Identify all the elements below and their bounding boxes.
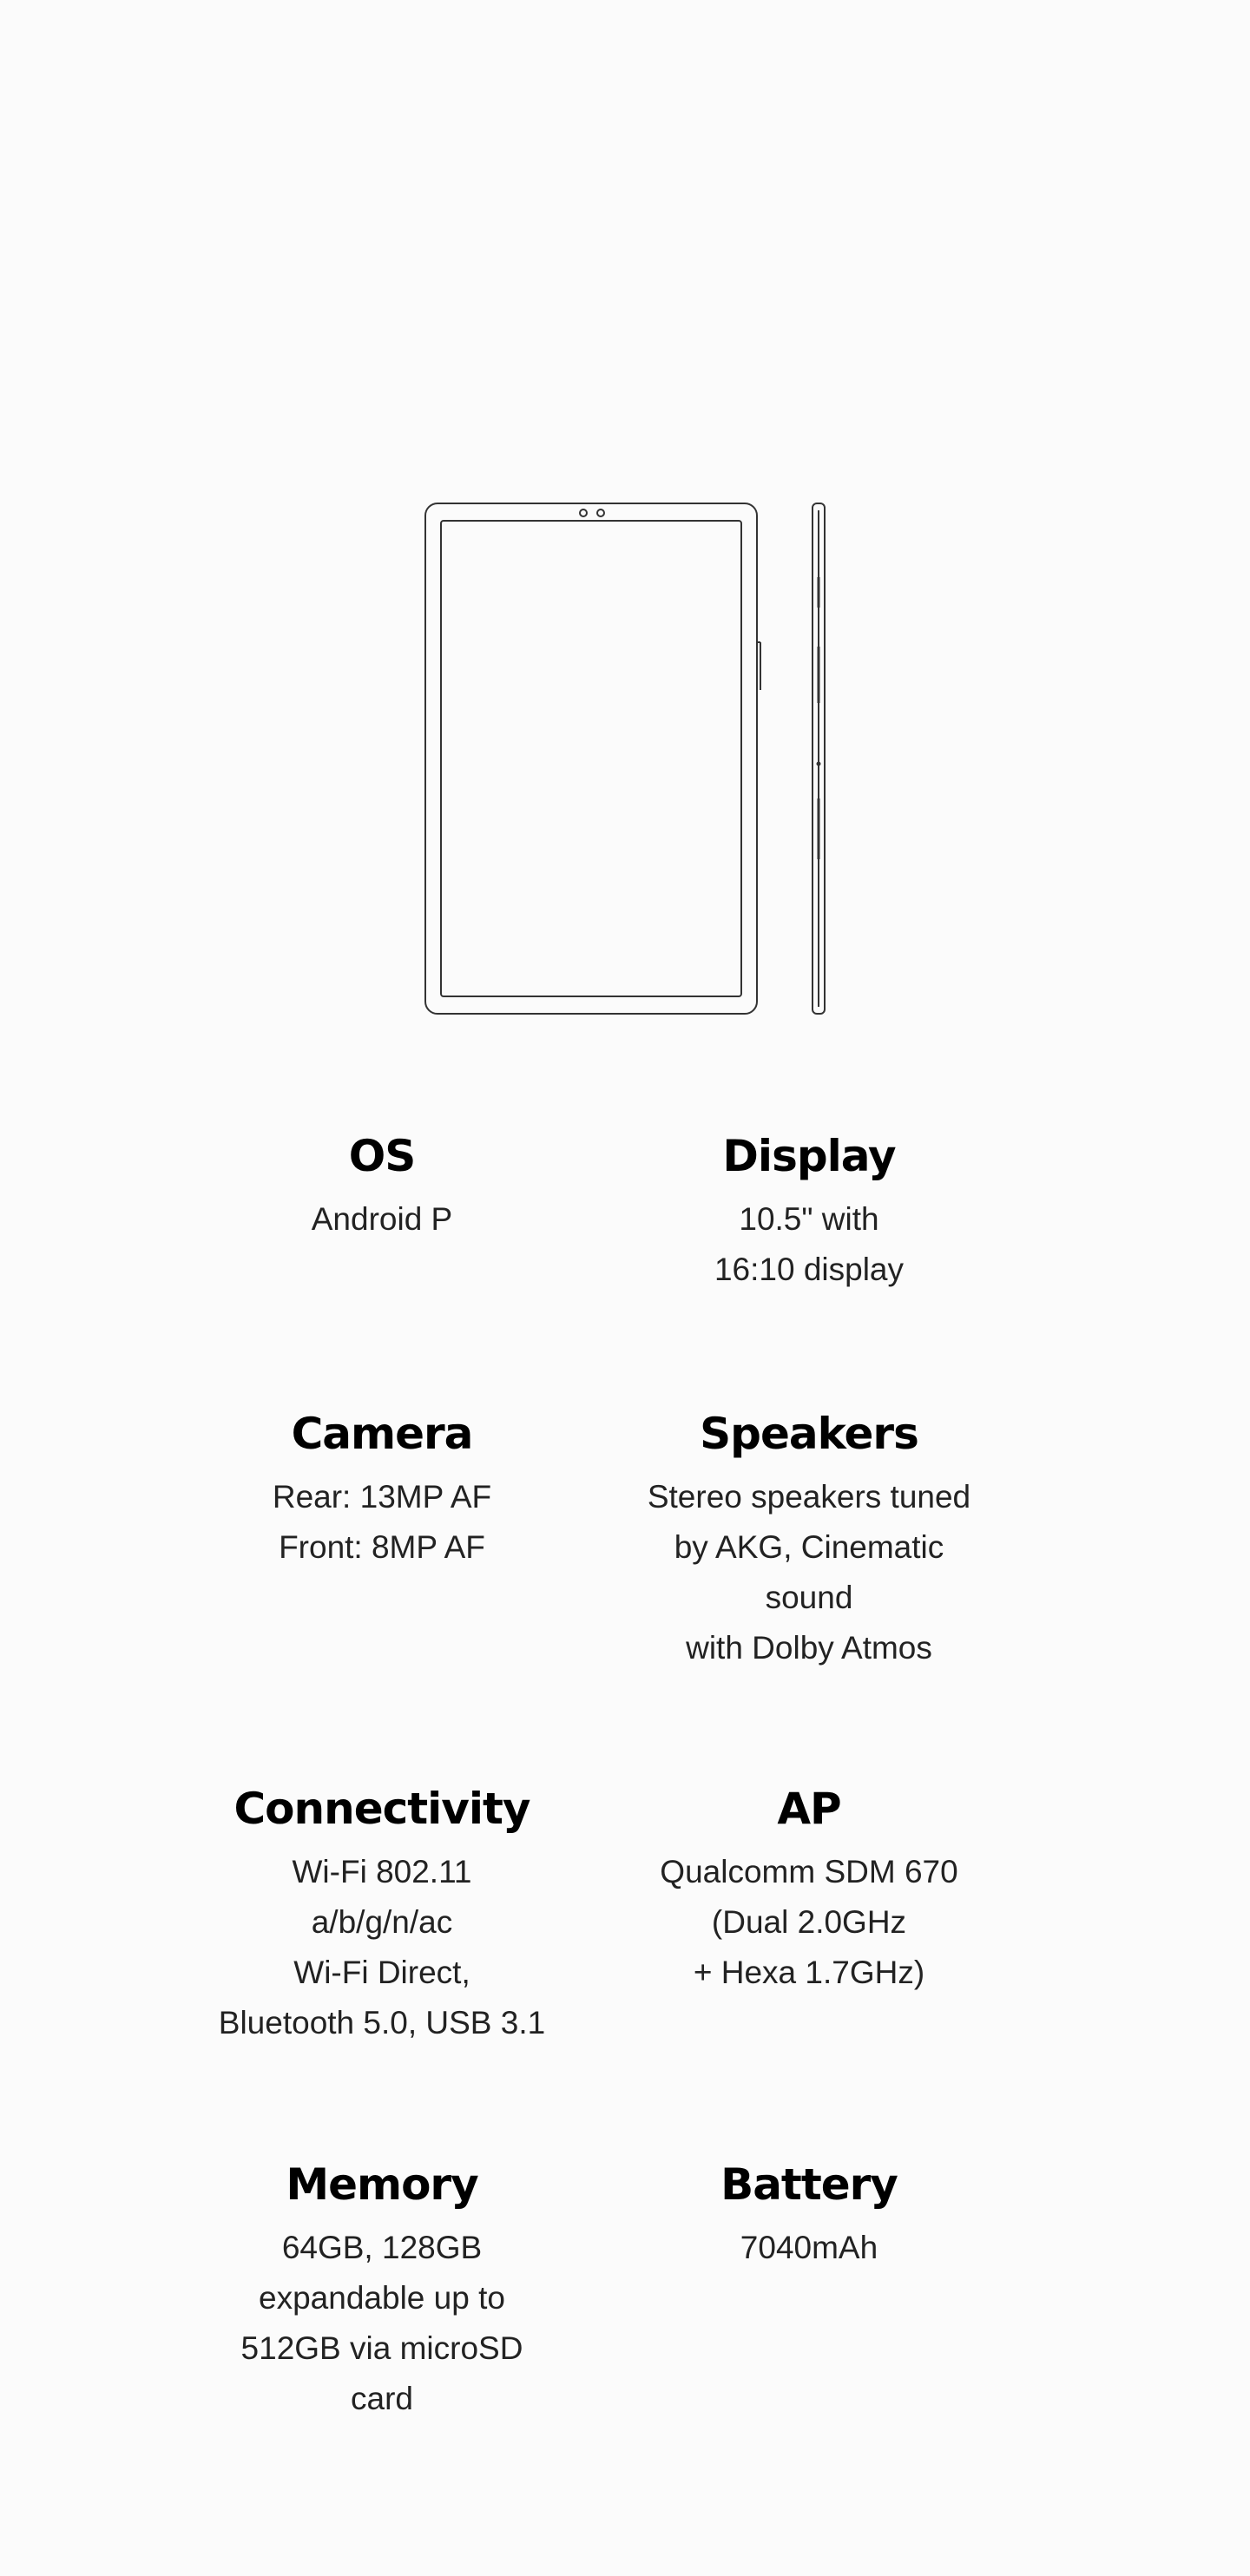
spec-camera	[191, 1406, 573, 1573]
spec-speakers	[618, 1406, 1000, 1673]
spec-value: Rear: 13MP AF Front: 8MP AF	[272, 1479, 492, 1565]
spec-value: 10.5" with 16:10 display	[714, 1201, 905, 1287]
spec-title: OS	[348, 1131, 416, 1181]
spec-title: Display	[722, 1131, 896, 1181]
spec-value: Wi-Fi 802.11 a/b/g/n/ac Wi-Fi Direct, Bluetooth 5.0, USB 3.1	[218, 1854, 546, 2040]
spec-ap	[618, 1781, 1000, 1998]
spec-value: Qualcomm SDM 670 (Dual 2.0GHz + Hexa 1.7GHz)	[660, 1854, 958, 1990]
spec-title: Camera	[291, 1409, 473, 1459]
spec-title: Connectivity	[234, 1784, 530, 1834]
spec-os	[191, 1128, 573, 1245]
spec-title: Speakers	[700, 1409, 918, 1459]
spec-connectivity	[191, 1781, 573, 2048]
tablet-illustration	[417, 495, 833, 1024]
spec-title: Battery	[720, 2159, 898, 2210]
spec-value: 7040mAh	[740, 2230, 878, 2265]
spec-display	[618, 1128, 1000, 1295]
spec-value: Android P	[311, 1201, 453, 1237]
tablet-line-drawing-icon	[417, 495, 833, 1024]
spec-title: Memory	[286, 2159, 478, 2210]
spec-battery	[618, 2157, 1000, 2273]
spec-value: Stereo speakers tuned by AKG, Cinematic sound with Dolby Atmos	[647, 1479, 971, 1666]
spec-memory	[191, 2157, 573, 2424]
spec-value: 64GB, 128GB expandable up to 512GB via microSD card	[240, 2230, 523, 2416]
spec-title: AP	[777, 1784, 841, 1834]
